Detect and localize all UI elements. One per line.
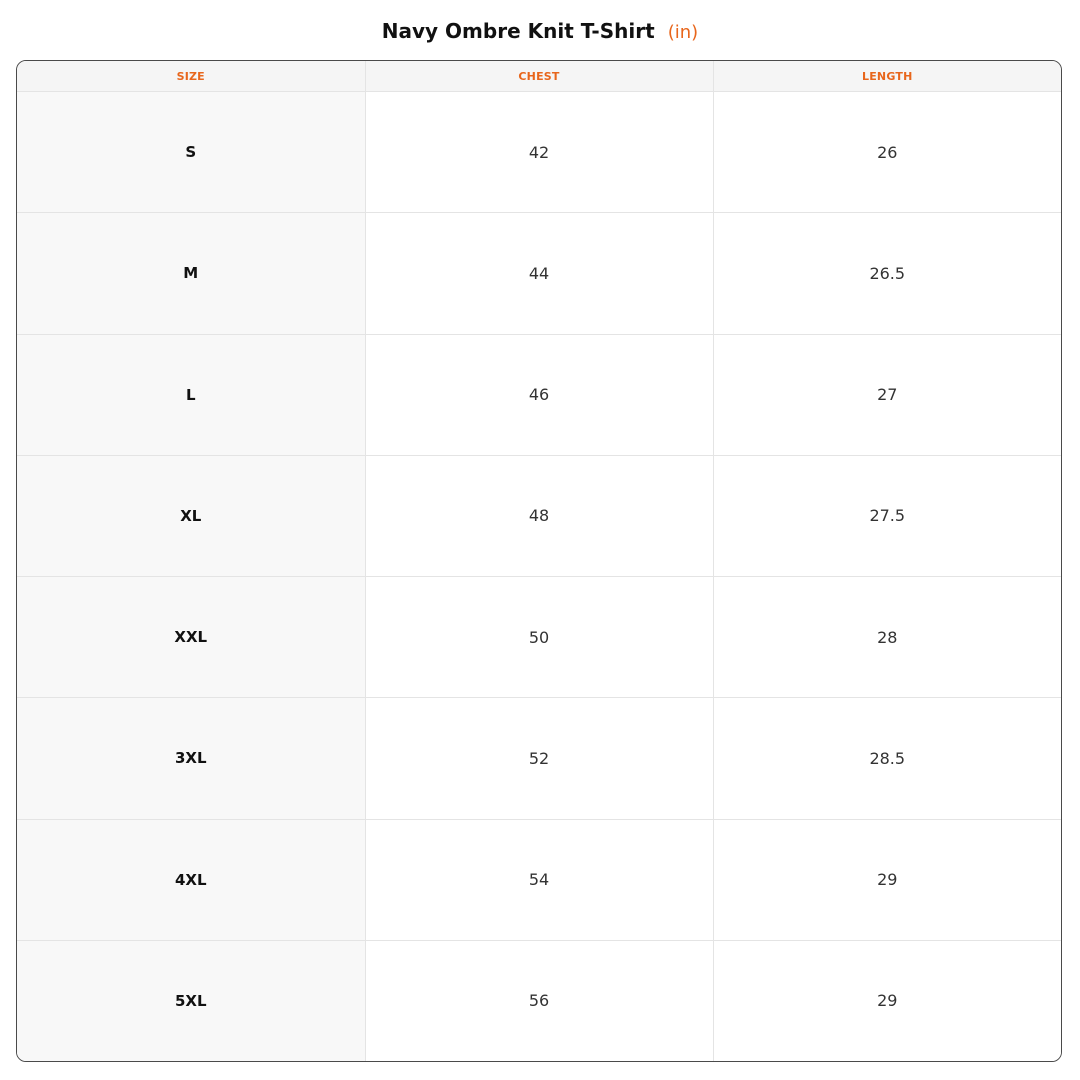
length-cell: 28.5 bbox=[713, 698, 1061, 819]
size-cell: S bbox=[17, 92, 365, 213]
column-header-chest: CHEST bbox=[365, 61, 713, 92]
length-cell: 26.5 bbox=[713, 213, 1061, 334]
table-header-row bbox=[17, 61, 1061, 92]
chest-cell: 48 bbox=[365, 455, 713, 576]
size-cell: 5XL bbox=[17, 940, 365, 1061]
length-cell: 26 bbox=[713, 92, 1061, 213]
table-row bbox=[17, 577, 1061, 698]
column-header-size: SIZE bbox=[17, 61, 365, 92]
chest-cell: 52 bbox=[365, 698, 713, 819]
table-row bbox=[17, 698, 1061, 819]
table-row bbox=[17, 819, 1061, 940]
size-table bbox=[17, 61, 1061, 1061]
title-row bbox=[0, 16, 1080, 48]
table-row bbox=[17, 92, 1061, 213]
chest-cell: 54 bbox=[365, 819, 713, 940]
length-cell: 27.5 bbox=[713, 455, 1061, 576]
table-row bbox=[17, 334, 1061, 455]
length-cell: 29 bbox=[713, 940, 1061, 1061]
chest-cell: 56 bbox=[365, 940, 713, 1061]
table-row bbox=[17, 455, 1061, 576]
page-title: Navy Ombre Knit T-Shirt bbox=[381, 19, 655, 43]
length-cell: 29 bbox=[713, 819, 1061, 940]
unit-label: (in) bbox=[667, 22, 699, 43]
table-row bbox=[17, 940, 1061, 1061]
size-cell: M bbox=[17, 213, 365, 334]
size-cell: 4XL bbox=[17, 819, 365, 940]
length-cell: 28 bbox=[713, 577, 1061, 698]
size-cell: XXL bbox=[17, 577, 365, 698]
size-cell: XL bbox=[17, 455, 365, 576]
size-cell: 3XL bbox=[17, 698, 365, 819]
chest-cell: 42 bbox=[365, 92, 713, 213]
chest-cell: 46 bbox=[365, 334, 713, 455]
size-table-container bbox=[16, 60, 1062, 1062]
chest-cell: 50 bbox=[365, 577, 713, 698]
length-cell: 27 bbox=[713, 334, 1061, 455]
column-header-length: LENGTH bbox=[713, 61, 1061, 92]
table-row bbox=[17, 213, 1061, 334]
size-cell: L bbox=[17, 334, 365, 455]
chest-cell: 44 bbox=[365, 213, 713, 334]
